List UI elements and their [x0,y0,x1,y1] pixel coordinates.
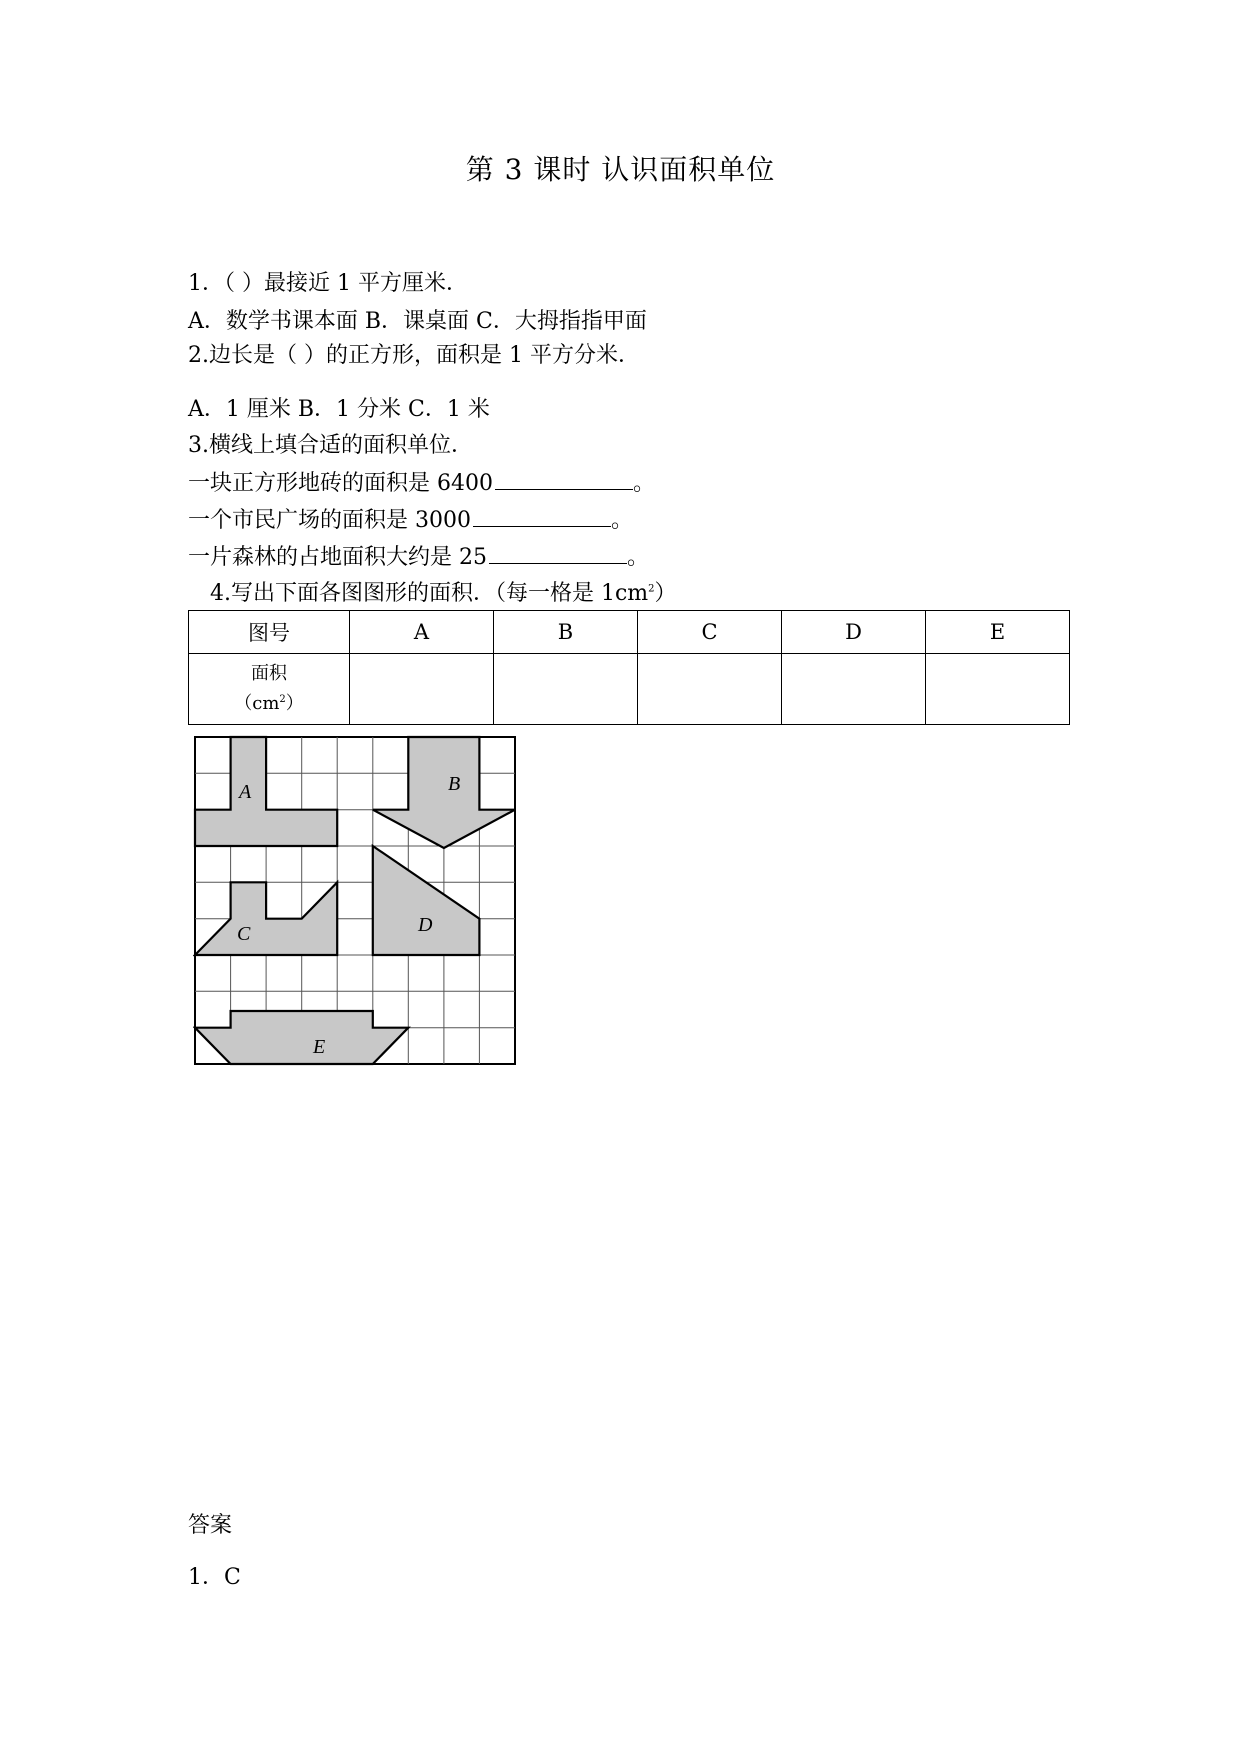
table-header-label: 图号 [189,611,350,654]
q3-item-1-prefix: 一块正方形地砖的面积是 6400 [188,471,493,496]
q2-options: A．1 厘米 B．1 分米 C．1 米 [188,397,490,422]
table-col-b: B [494,611,638,654]
answers-heading: 答案 [188,1513,233,1538]
page-title: 第 3 课时 认识面积单位 [465,153,776,186]
answer-cell-e[interactable] [926,654,1070,725]
answer-1: 1．C [188,1565,241,1590]
table-col-c: C [638,611,782,654]
q4-stem: 4.写出下面各图图形的面积．（每一格是 $1cm^2$） [210,581,677,606]
q3-item-2-suffix: 。 [610,508,633,533]
q1-stem: 1．（ ）最接近 1 平方厘米． [188,271,468,296]
answer-blank[interactable] [489,543,627,564]
q3-item-3-prefix: 一片森林的占地面积大约是 25 [188,545,487,570]
answer-cell-d[interactable] [782,654,926,725]
area-table [188,610,1070,725]
table-area-label: 面积 $(cm^2)$ [189,654,350,725]
shape-label-d: D [418,914,433,936]
shape-label-a: A [239,781,252,803]
shape-grid-figure [193,735,519,1067]
answer-cell-c[interactable] [638,654,782,725]
q3-item-3 [188,540,649,571]
answer-blank[interactable] [495,469,633,490]
answer-blank[interactable] [473,506,611,527]
table-col-d: D [782,611,926,654]
shape-label-e: E [313,1036,326,1058]
q3-item-2 [188,503,633,534]
q2-stem: 2.边长是（ ）的正方形，面积是 1 平方分米． [188,343,640,368]
q1-options: A．数学书课本面 B．课桌面 C．大拇指指甲面 [188,309,647,334]
table-col-e: E [926,611,1070,654]
shape-label-c: C [237,923,251,945]
q3-item-1-suffix: 。 [632,471,655,496]
q3-item-1 [188,466,655,497]
q3-stem: 3.横线上填合适的面积单位． [188,433,473,458]
table-col-a: A [350,611,494,654]
answer-cell-a[interactable] [350,654,494,725]
shape-label-b: B [448,773,461,795]
answer-cell-b[interactable] [494,654,638,725]
q3-item-2-prefix: 一个市民广场的面积是 3000 [188,508,471,533]
q3-item-3-suffix: 。 [627,545,650,570]
